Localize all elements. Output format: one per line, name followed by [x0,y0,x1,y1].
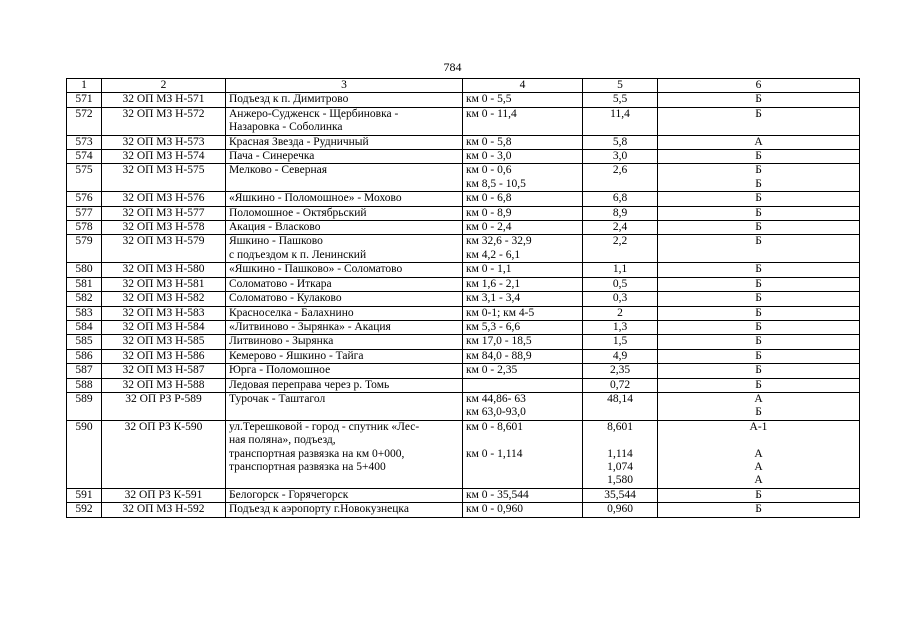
cell-line: Кемерово - Яшкино - Тайга [229,349,364,362]
km-range-cell [463,107,583,135]
length-cell [583,107,658,135]
table-row [67,192,860,206]
cell-line: Подъезд к аэропорту г.Новокузнецка [229,503,409,516]
row-number-cell: 590 [67,420,102,488]
road-code-cell: 32 ОП МЗ Н-586 [102,349,226,363]
cell-line: Литвиново - Зырянка [229,335,334,348]
road-name-cell [226,235,463,263]
cell-line: Ледовая переправа через р. Томь [229,378,390,391]
km-range-cell [463,150,583,164]
cell-line: Б [755,349,762,362]
road-code-cell: 32 ОП МЗ Н-573 [102,135,226,149]
cell-line: км 63,0-93,0 [466,406,526,419]
cell-line: Б [755,320,762,333]
cell-line: Соломатово - Иткара [229,277,332,290]
km-range-cell [463,349,583,363]
cell-line: Б [755,306,762,319]
length-cell [583,221,658,235]
length-cell [583,364,658,378]
column-header: 6 [658,79,860,93]
cell-line: 1,114 [607,447,633,460]
table-row [67,277,860,291]
length-cell [583,192,658,206]
cell-line: Б [755,503,762,516]
length-cell [583,263,658,277]
category-cell [658,392,860,420]
cell-line: А [754,474,763,487]
road-name-cell [226,349,463,363]
cell-line: Яшкино - Пашково [229,235,323,248]
cell-line: км 5,3 - 6,6 [466,320,521,333]
cell-line: Б [755,277,762,290]
cell-line: 1,1 [612,263,628,276]
category-cell [658,420,860,488]
category-cell [658,503,860,517]
length-cell [583,135,658,149]
category-cell [658,150,860,164]
category-cell [658,306,860,320]
cell-line: Красноселка - Балахнино [229,306,354,319]
category-cell [658,277,860,291]
km-range-cell [463,135,583,149]
cell-line: 2,2 [612,235,628,248]
road-name-cell [226,107,463,135]
km-range-cell [463,306,583,320]
row-number-cell: 579 [67,235,102,263]
length-cell [583,292,658,306]
row-number-cell: 574 [67,150,102,164]
cell-line: «Литвиново - Зырянка» - Акация [229,320,391,333]
road-name-cell [226,263,463,277]
row-number-cell: 575 [67,164,102,192]
table-row [67,503,860,517]
cell-line: ул.Терешковой - город - спутник «Лес- [229,420,420,433]
length-cell [583,206,658,220]
row-number-cell: 592 [67,503,102,517]
cell-line: 8,9 [612,206,628,219]
cell-line: Акация - Власково [229,221,321,234]
cell-line: 6,8 [612,192,628,205]
cell-line: 0,3 [612,292,628,305]
road-code-cell: 32 ОП МЗ Н-583 [102,306,226,320]
table-row [67,164,860,192]
km-range-cell [463,206,583,220]
category-cell [658,192,860,206]
cell-line: 1,5 [612,335,628,348]
km-range-cell [463,164,583,192]
row-number-cell: 582 [67,292,102,306]
table-row [67,263,860,277]
road-code-cell: 32 ОП РЗ К-591 [102,488,226,502]
row-number-cell: 571 [67,93,102,107]
cell-line: 2 [617,306,623,319]
road-name-cell [226,392,463,420]
road-code-cell: 32 ОП МЗ Н-574 [102,150,226,164]
cell-line: км 32,6 - 32,9 [466,235,532,248]
header-row [67,79,860,93]
cell-line [661,434,856,447]
cell-line: Б [755,292,762,305]
cell-line: км 0 - 11,4 [466,107,517,120]
table-row [67,292,860,306]
road-code-cell: 32 ОП МЗ Н-588 [102,378,226,392]
cell-line: А-1 [749,420,768,433]
cell-line: Б [755,235,762,248]
road-code-cell: 32 ОП МЗ Н-584 [102,320,226,334]
road-code-cell: 32 ОП МЗ Н-571 [102,93,226,107]
cell-line: км 84,0 - 88,9 [466,349,532,362]
table-row [67,335,860,349]
column-header: 2 [102,79,226,93]
cell-line: км 0 - 0,6 [466,164,512,177]
table-row [67,206,860,220]
table-row [67,150,860,164]
cell-line: 0,72 [609,378,631,391]
cell-line: Б [755,488,762,501]
km-range-cell [463,392,583,420]
road-code-cell: 32 ОП МЗ Н-580 [102,263,226,277]
row-number-cell: 586 [67,349,102,363]
road-code-cell: 32 ОП РЗ Р-589 [102,392,226,420]
table-row [67,364,860,378]
row-number-cell: 588 [67,378,102,392]
cell-line: 2,6 [612,164,628,177]
roads-table [66,78,860,518]
cell-line [586,434,654,447]
cell-line: ная поляна», подъезд, [229,434,336,447]
cell-line: км 17,0 - 18,5 [466,335,532,348]
km-range-cell [463,221,583,235]
row-number-cell: 577 [67,206,102,220]
category-cell [658,107,860,135]
table-row [67,420,860,488]
column-header: 3 [226,79,463,93]
column-header: 4 [463,79,583,93]
length-cell [583,164,658,192]
road-name-cell [226,135,463,149]
road-code-cell: 32 ОП МЗ Н-575 [102,164,226,192]
cell-line: км 0 - 1,114 [466,447,523,460]
road-name-cell [226,93,463,107]
cell-line: «Яшкино - Поломошное» - Мохово [229,192,402,205]
cell-line: 1,580 [607,474,633,487]
category-cell [658,364,860,378]
road-name-cell [226,420,463,488]
length-cell [583,503,658,517]
road-name-cell [226,150,463,164]
length-cell [583,488,658,502]
cell-line: Б [755,192,762,205]
km-range-cell [463,335,583,349]
km-range-cell [463,488,583,502]
length-cell [583,392,658,420]
road-name-cell [226,503,463,517]
cell-line: Белогорск - Горячегорск [229,488,349,501]
road-code-cell: 32 ОП МЗ Н-592 [102,503,226,517]
road-name-cell [226,292,463,306]
cell-line: Турочак - Таштагол [229,392,326,405]
cell-line: км 1,6 - 2,1 [466,277,521,290]
category-cell [658,335,860,349]
cell-line: Поломошное - Октябрьский [229,206,367,219]
cell-line: Красная Звезда - Рудничный [229,135,369,148]
cell-line: 4,9 [612,349,628,362]
road-name-cell [226,164,463,192]
cell-line: км 0 - 2,4 [466,221,512,234]
table-row [67,135,860,149]
km-range-cell [463,503,583,517]
table-row [67,221,860,235]
table-row [67,392,860,420]
cell-line: Пача - Синеречка [229,150,315,163]
cell-line: Б [755,335,762,348]
cell-line: транспортная развязка на км 0+000, [229,447,405,460]
row-number-cell: 584 [67,320,102,334]
page-number: 784 [443,60,462,74]
length-cell [583,306,658,320]
row-number-cell: 589 [67,392,102,420]
category-cell [658,488,860,502]
cell-line: 35,544 [604,488,636,501]
cell-line: 8,601 [607,420,633,433]
km-range-cell [463,378,583,392]
category-cell [658,221,860,235]
cell-line: км 0 - 1,1 [466,263,512,276]
cell-line: А [754,135,763,148]
road-name-cell [226,306,463,320]
km-range-cell [463,93,583,107]
length-cell [583,277,658,291]
cell-line: км 0 - 2,35 [466,364,518,377]
row-number-cell: 591 [67,488,102,502]
cell-line: Б [755,164,762,177]
cell-line: с подъездом к п. Ленинский [229,248,367,261]
km-range-cell [463,420,583,488]
cell-line: км 4,2 - 6,1 [466,248,521,261]
cell-line: Юрга - Поломошное [229,364,331,377]
cell-line: Б [755,378,762,391]
length-cell [583,93,658,107]
row-number-cell: 572 [67,107,102,135]
cell-line: Б [755,364,762,377]
road-code-cell: 32 ОП МЗ Н-585 [102,335,226,349]
category-cell [658,378,860,392]
cell-line: км 44,86- 63 [466,392,526,405]
cell-line: А [754,447,763,460]
road-code-cell: 32 ОП МЗ Н-576 [102,192,226,206]
cell-line: 5,5 [612,93,628,106]
road-code-cell: 32 ОП МЗ Н-578 [102,221,226,235]
column-header: 5 [583,79,658,93]
cell-line: 3,0 [612,150,628,163]
km-range-cell [463,292,583,306]
km-range-cell [463,235,583,263]
cell-line: Б [755,263,762,276]
cell-line: Б [755,206,762,219]
length-cell [583,378,658,392]
category-cell [658,135,860,149]
length-cell [583,320,658,334]
road-name-cell [226,488,463,502]
cell-line: км 0-1; км 4-5 [466,306,535,319]
table-row [67,378,860,392]
cell-line: км 0 - 6,8 [466,192,512,205]
table-row [67,349,860,363]
length-cell [583,349,658,363]
row-number-cell: 580 [67,263,102,277]
cell-line: км 0 - 3,0 [466,150,512,163]
cell-line: А [754,460,763,473]
row-number-cell: 583 [67,306,102,320]
cell-line: 5,8 [612,135,628,148]
category-cell [658,206,860,220]
cell-line: 1,3 [612,320,628,333]
road-code-cell: 32 ОП МЗ Н-581 [102,277,226,291]
cell-line: км 0 - 8,601 [466,420,523,433]
cell-line: Б [755,406,762,419]
row-number-cell: 581 [67,277,102,291]
cell-line: 11,4 [610,107,630,120]
cell-line: транспортная развязка на 5+400 [229,460,386,473]
cell-line: Мелково - Северная [229,164,328,177]
category-cell [658,349,860,363]
length-cell [583,335,658,349]
cell-line: км 0 - 8,9 [466,206,512,219]
km-range-cell [463,277,583,291]
road-name-cell [226,221,463,235]
cell-line: 0,5 [612,277,628,290]
road-code-cell: 32 ОП МЗ Н-577 [102,206,226,220]
cell-line: «Яшкино - Пашково» - Соломатово [229,263,403,276]
column-header: 1 [67,79,102,93]
km-range-cell [463,263,583,277]
category-cell [658,164,860,192]
road-code-cell: 32 ОП МЗ Н-579 [102,235,226,263]
road-code-cell: 32 ОП МЗ Н-587 [102,364,226,378]
road-name-cell [226,364,463,378]
table-row [67,306,860,320]
cell-line: 48,14 [607,392,633,405]
cell-line: км 0 - 35,544 [466,488,529,501]
length-cell [583,150,658,164]
cell-line: км 0 - 0,960 [466,503,523,516]
table-row [67,320,860,334]
length-cell [583,420,658,488]
cell-line: 1,074 [607,460,633,473]
cell-line: км 0 - 5,8 [466,135,512,148]
row-number-cell: 576 [67,192,102,206]
table-row [67,107,860,135]
road-code-cell: 32 ОП МЗ Н-582 [102,292,226,306]
cell-line [466,379,579,392]
cell-line: Б [755,221,762,234]
km-range-cell [463,192,583,206]
cell-line: Б [755,177,762,190]
row-number-cell: 578 [67,221,102,235]
road-name-cell [226,277,463,291]
cell-line: км 0 - 5,5 [466,93,512,106]
cell-line: Анжеро-Судженск - Щербиновка - [229,107,399,120]
table-row [67,488,860,502]
cell-line: км 3,1 - 3,4 [466,292,521,305]
cell-line: Б [755,150,762,163]
km-range-cell [463,364,583,378]
length-cell [583,235,658,263]
cell-line: 2,35 [609,364,631,377]
cell-line: Назаровка - Соболинка [229,121,343,134]
cell-line: Подъезд к п. Димитрово [229,93,349,106]
table-row [67,235,860,263]
category-cell [658,93,860,107]
cell-line: Б [755,93,762,106]
road-name-cell [226,335,463,349]
road-name-cell [226,320,463,334]
category-cell [658,292,860,306]
category-cell [658,263,860,277]
km-range-cell [463,320,583,334]
row-number-cell: 573 [67,135,102,149]
cell-line: А [754,392,763,405]
table-row [67,93,860,107]
category-cell [658,235,860,263]
road-code-cell: 32 ОП РЗ К-590 [102,420,226,488]
road-name-cell [226,206,463,220]
cell-line: 0,960 [607,503,633,516]
cell-line: Соломатово - Кулаково [229,292,342,305]
road-name-cell [226,192,463,206]
road-code-cell: 32 ОП МЗ Н-572 [102,107,226,135]
cell-line: км 8,5 - 10,5 [466,177,526,190]
cell-line [466,434,579,447]
cell-line: 2,4 [612,221,628,234]
road-name-cell [226,378,463,392]
cell-line: Б [755,107,762,120]
row-number-cell: 587 [67,364,102,378]
category-cell [658,320,860,334]
row-number-cell: 585 [67,335,102,349]
